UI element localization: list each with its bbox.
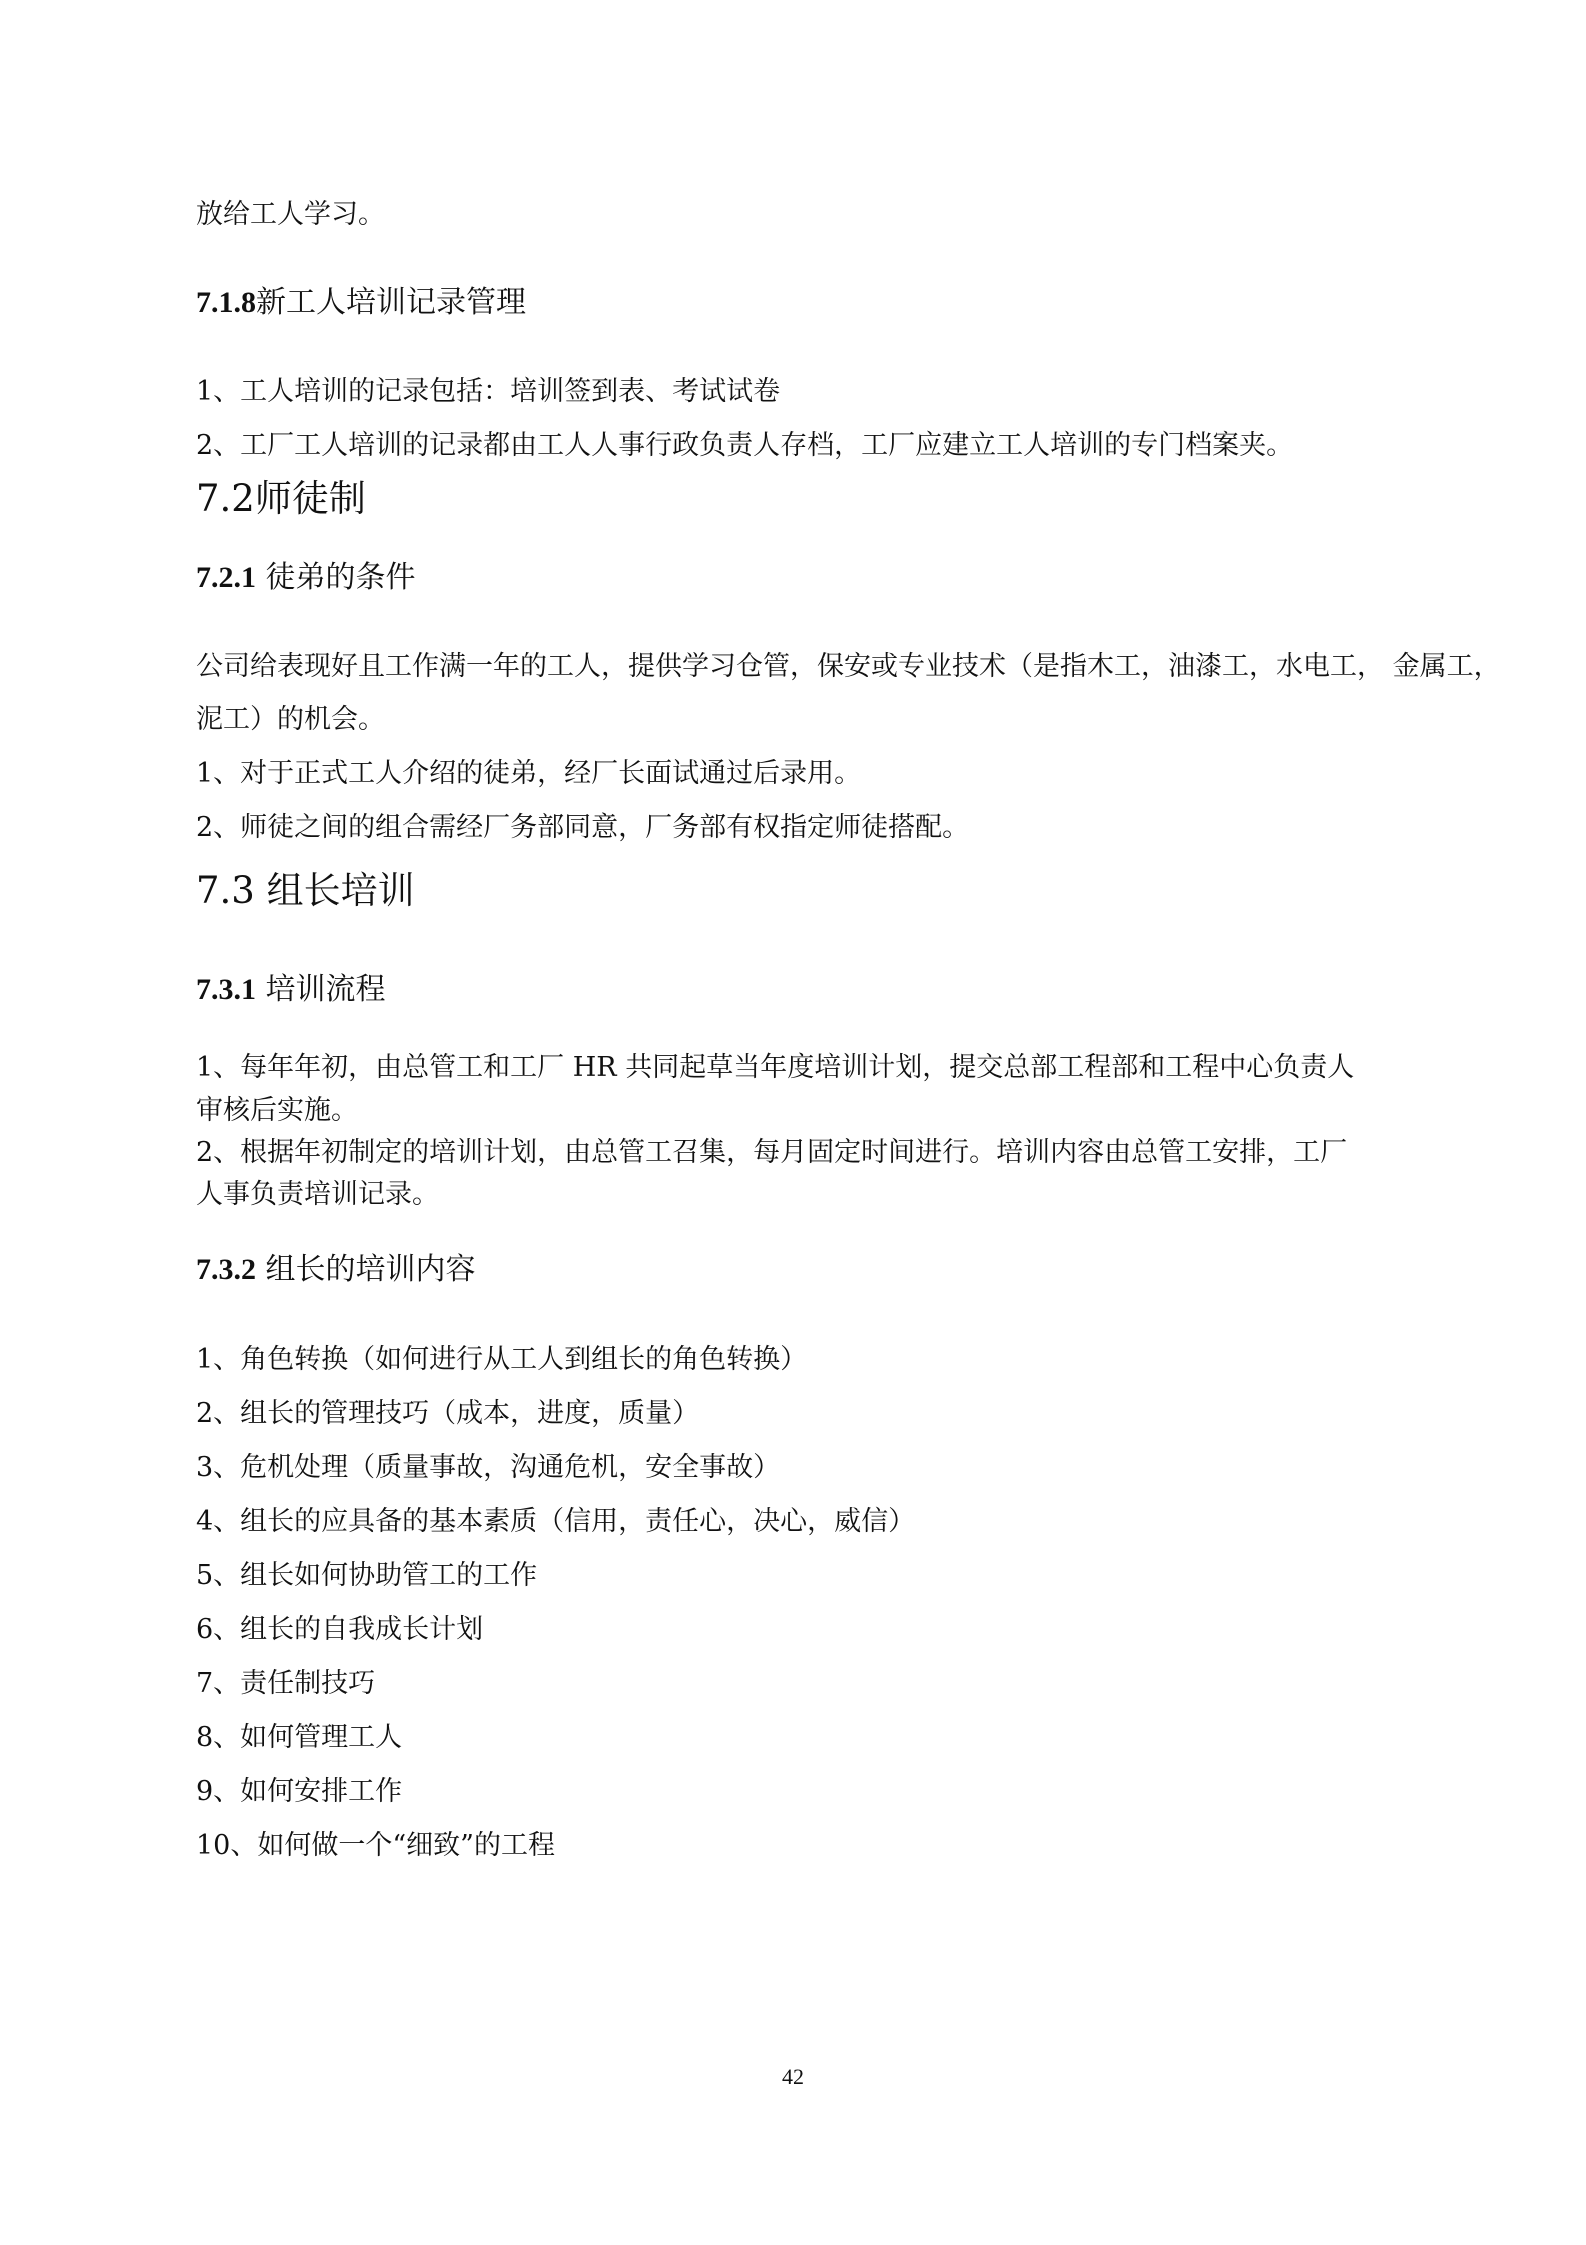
list-item: 4、组长的应具备的基本素质（信用，责任心，决心，威信） (196, 1506, 916, 1537)
heading-7-2: 7.2师徒制 (196, 477, 366, 520)
heading-number: 7.3.1 (196, 973, 256, 1006)
paragraph: 1、每年年初，由总管工和工厂 HR 共同起草当年度培训计划，提交总部工程部和工程中心负责人 (196, 1052, 1355, 1083)
heading-7-1-8 (196, 285, 526, 320)
heading-7-3-1 (196, 972, 386, 1007)
heading-text: 徒弟的条件 (265, 560, 416, 595)
page-number: 42 (782, 2064, 804, 2089)
list-item: 6、组长的自我成长计划 (196, 1614, 484, 1645)
heading-number: 7.2.1 (196, 561, 256, 594)
paragraph: 泥工）的机会。 (196, 704, 385, 735)
heading-number: 7.3.2 (196, 1253, 256, 1286)
paragraph: 公司给表现好且工作满一年的工人，提供学习仓管，保安或专业技术（是指木工，油漆工，水电工， 金属工， (196, 651, 1501, 682)
heading-7-3-2 (196, 1252, 476, 1287)
paragraph: 审核后实施。 (196, 1095, 358, 1126)
list-item: 7、责任制技巧 (196, 1668, 376, 1699)
heading-7-2-1 (196, 560, 416, 595)
paragraph: 1、工人培训的记录包括：培训签到表、考试试卷 (196, 376, 781, 407)
paragraph: 2、师徒之间的组合需经厂务部同意，厂务部有权指定师徒搭配。 (196, 812, 970, 843)
heading-text: 新工人培训记录管理 (256, 285, 526, 320)
list-item: 10、如何做一个“细致”的工程 (196, 1830, 555, 1861)
paragraph: 2、根据年初制定的培训计划，由总管工召集，每月固定时间进行。培训内容由总管工安排，工厂 (196, 1137, 1348, 1168)
list-item: 8、如何管理工人 (196, 1722, 403, 1753)
paragraph: 2、工厂工人培训的记录都由工人人事行政负责人存档，工厂应建立工人培训的专门档案夹。 (196, 430, 1294, 461)
paragraph: 人事负责培训记录。 (196, 1179, 439, 1210)
paragraph: 放给工人学习。 (196, 199, 385, 230)
heading-7-3: 7.3 组长培训 (196, 869, 415, 912)
list-item: 5、组长如何协助管工的工作 (196, 1560, 538, 1591)
list-item: 1、角色转换（如何进行从工人到组长的角色转换） (196, 1344, 808, 1375)
list-item: 9、如何安排工作 (196, 1776, 403, 1807)
heading-text: 培训流程 (265, 972, 386, 1007)
heading-number: 7.1.8 (196, 286, 256, 319)
list-item: 3、危机处理（质量事故，沟通危机，安全事故） (196, 1452, 781, 1483)
paragraph: 1、对于正式工人介绍的徒弟，经厂长面试通过后录用。 (196, 758, 862, 789)
list-item: 2、组长的管理技巧（成本，进度，质量） (196, 1398, 700, 1429)
heading-text: 组长的培训内容 (265, 1252, 476, 1287)
